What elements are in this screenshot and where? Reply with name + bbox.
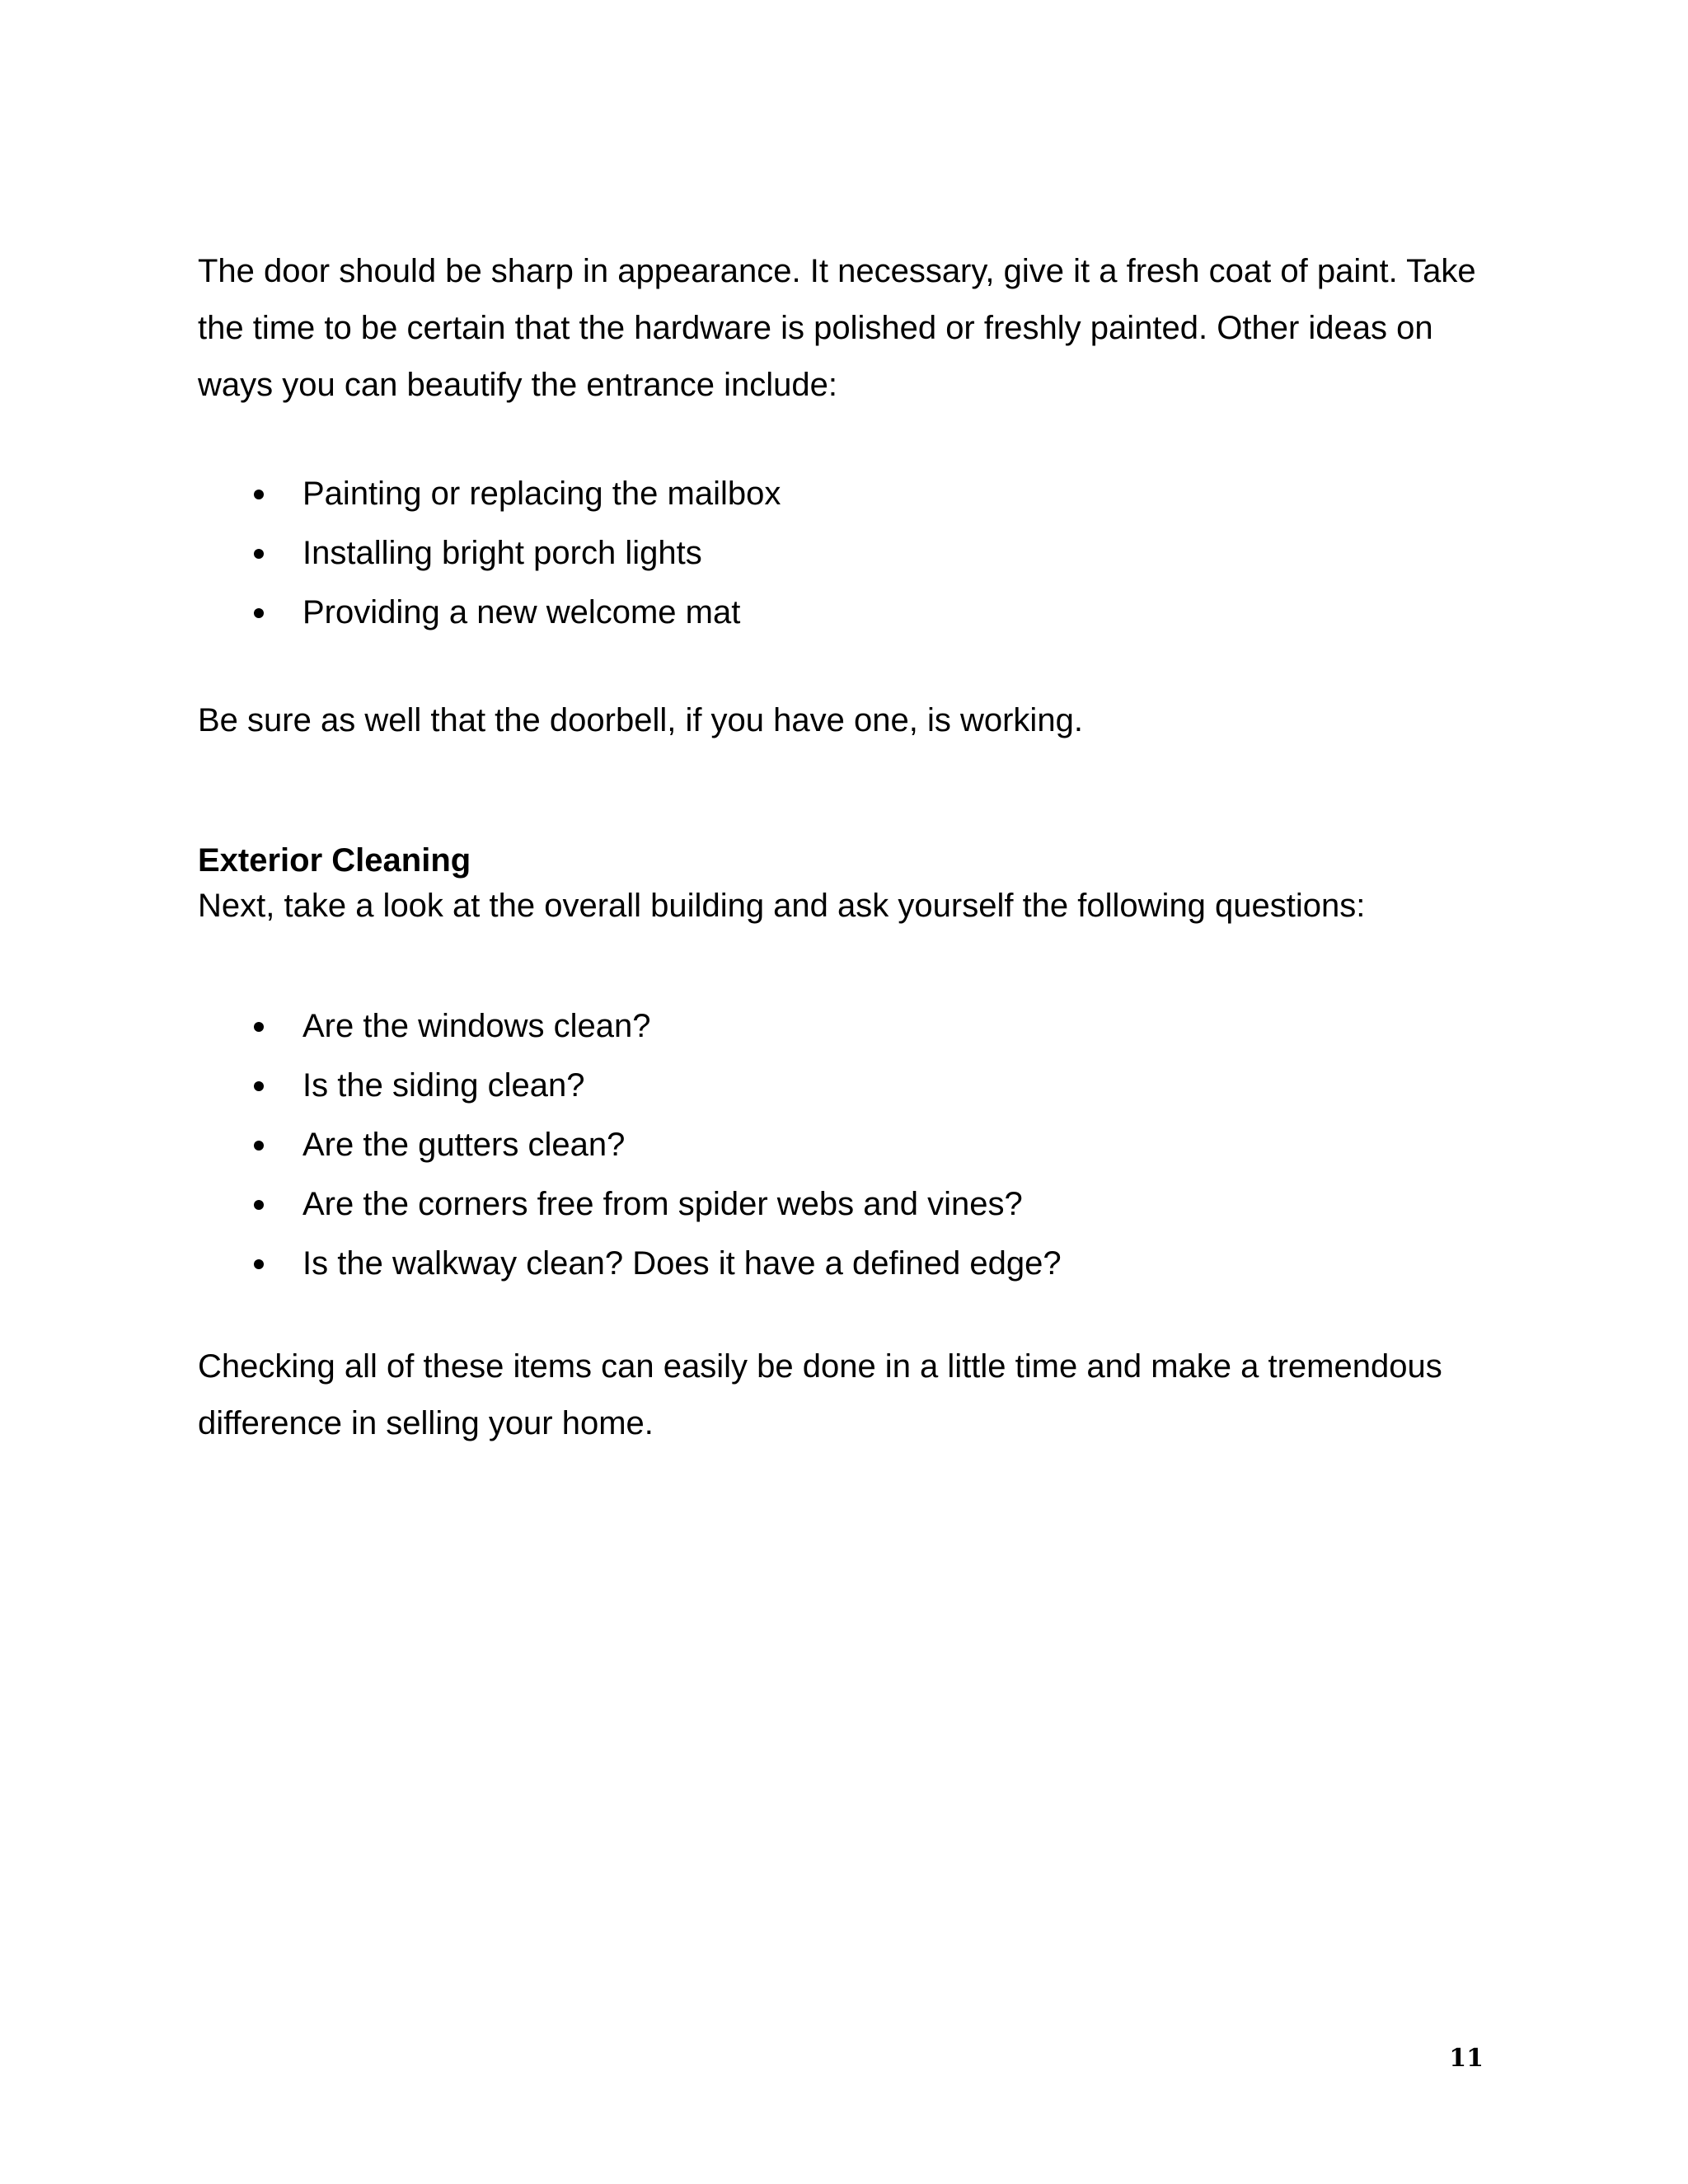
- doorbell-note: Be sure as well that the doorbell, if you have one, is working.: [198, 702, 1083, 738]
- section-heading: Exterior Cleaning: [198, 842, 471, 879]
- page-content: [198, 243, 1492, 1452]
- page-number: 11: [1449, 2044, 1484, 2073]
- entrance-ideas-list: [198, 464, 1492, 642]
- list-item: Are the corners free from spider webs and vines?: [198, 1174, 1492, 1234]
- section-intro: Next, take a look at the overall building and ask yourself the following questions:: [198, 888, 1366, 924]
- list-item: Providing a new welcome mat: [198, 583, 1492, 642]
- bullet-icon: [254, 1259, 264, 1269]
- list-item: Installing bright porch lights: [198, 523, 1492, 583]
- exterior-questions-list: [198, 996, 1492, 1293]
- intro-paragraph: [198, 243, 1492, 414]
- list-item: Painting or replacing the mailbox: [198, 464, 1492, 523]
- bullet-icon: [254, 1200, 264, 1210]
- intro-line-3: ways you can beautify the entrance include:: [198, 367, 838, 403]
- bullet-icon: [254, 1081, 264, 1091]
- list-item: Are the gutters clean?: [198, 1115, 1492, 1174]
- closing-line-2: difference in selling your home.: [198, 1405, 654, 1441]
- list-item: Is the walkway clean? Does it have a defined edge?: [198, 1234, 1492, 1293]
- list-item: Are the windows clean?: [198, 996, 1492, 1056]
- list-item: Is the siding clean?: [198, 1056, 1492, 1115]
- bullet-icon: [254, 549, 264, 559]
- bullet-icon: [254, 608, 264, 618]
- closing-line-1: Checking all of these items can easily be done in a little time and make a tremendous: [198, 1348, 1442, 1385]
- bullet-icon: [254, 1141, 264, 1151]
- closing-paragraph: [198, 1338, 1492, 1452]
- intro-line-2: the time to be certain that the hardware is polished or freshly painted. Other ideas on: [198, 310, 1433, 346]
- intro-line-1: The door should be sharp in appearance. It necessary, give it a fresh coat of paint. Take: [198, 253, 1476, 289]
- bullet-icon: [254, 490, 264, 499]
- bullet-icon: [254, 1022, 264, 1032]
